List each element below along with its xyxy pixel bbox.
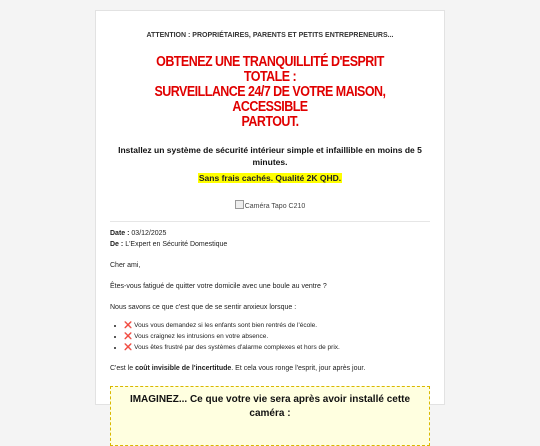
date-label: Date : [110,230,130,237]
from-label: De : [110,241,124,248]
product-image-alt: Caméra Tapo C210 [244,203,306,210]
broken-image-icon [235,200,244,209]
list-item [124,331,430,342]
attention-banner: ATTENTION : PROPRIÉTAIRES, PARENTS ET PETITS ENTREPRENEURS... [146,32,394,39]
pain-text: Vous êtes frustré par des systèmes d'alarme complexes et hors de prix. [134,344,340,351]
cross-mark-icon: ❌ [124,344,133,351]
question: Êtes-vous fatigué de quitter votre domicile avec une boule au ventre ? [110,283,327,290]
pain-text: Vous vous demandez si les enfants sont bien rentrés de l'école. [134,322,318,329]
headline-line-1: OBTENEZ UNE TRANQUILLITÉ D'ESPRIT TOTALE : [156,54,384,85]
from-row [110,239,430,250]
list-item [124,342,430,353]
divider [110,221,430,222]
subheadline: Installez un système de sécurité intérieur simple et infaillible en moins de 5 minutes. [118,145,422,167]
callout-line-2: caméra : [249,408,291,419]
sales-letter [95,10,445,419]
uncertainty-post: . Et cela vous ronge l'esprit, jour après jour. [231,365,366,372]
letter-meta [110,228,430,250]
pain-text: Vous craignez les intrusions en votre absence. [134,333,269,340]
from-value: L'Expert en Sécurité Domestique [125,241,228,248]
greeting: Cher ami, [110,262,141,269]
imagine-callout [110,386,430,446]
highlight-text: Sans frais cachés. Qualité 2K QHD. [198,173,342,183]
uncertainty-paragraph [110,364,430,374]
date-value: 03/12/2025 [131,230,167,237]
product-image [110,200,430,210]
highlight-wrap [110,168,430,186]
uncertainty-pre: C'est le [110,365,136,372]
intro: Nous savons ce que c'est que de se sentir anxieux lorsque : [110,304,297,311]
headline-line-2: SURVEILLANCE 24/7 DE VOTRE MAISON, ACCESSIBLE [154,84,386,115]
pain-list [110,320,430,353]
cross-mark-icon: ❌ [124,322,133,329]
cross-mark-icon: ❌ [124,333,133,340]
uncertainty-bold: coût invisible de l'incertitude [135,365,232,372]
callout-line-1: IMAGINEZ... Ce que votre vie sera après avoir installé cette [129,394,411,405]
headline [132,55,407,130]
headline-line-3: PARTOUT. [241,114,299,130]
date-row [110,228,430,239]
list-item [124,320,430,331]
